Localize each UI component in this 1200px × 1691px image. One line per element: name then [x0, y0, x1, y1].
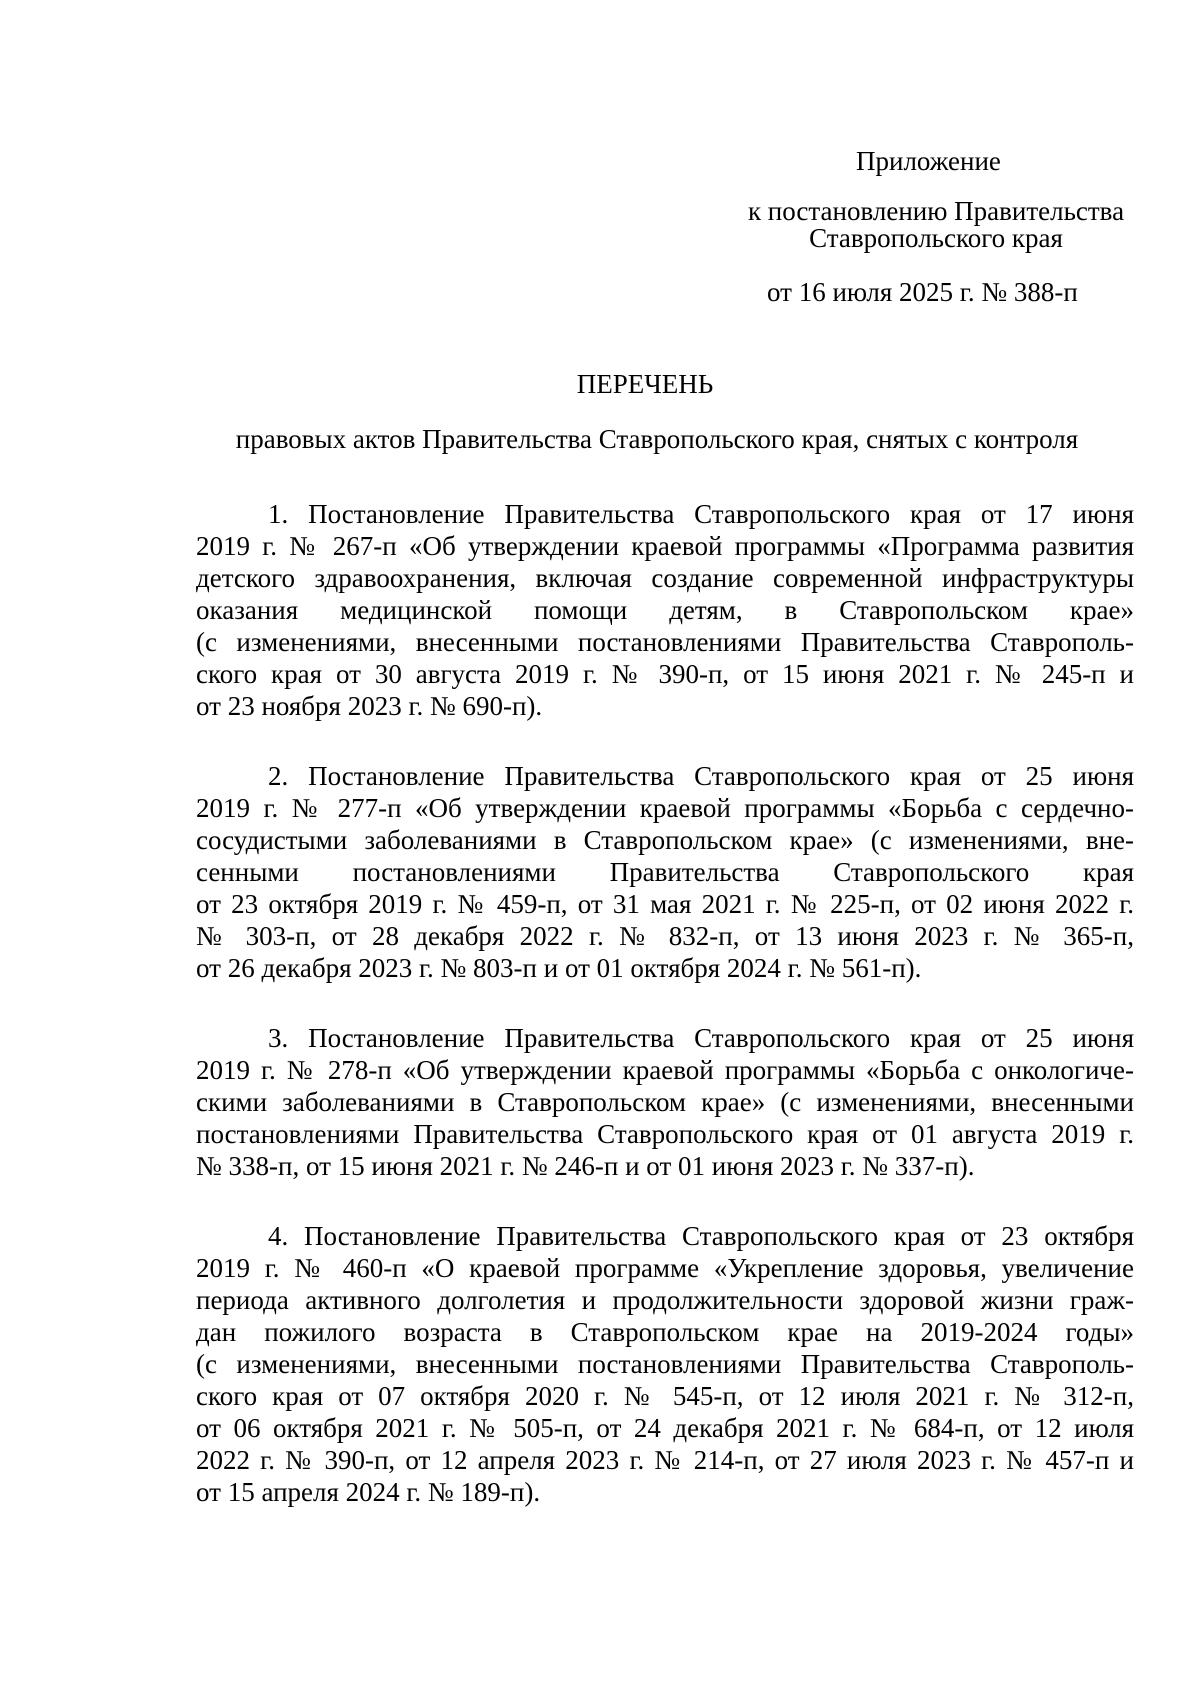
- item-line: сосудистыми заболеваниями в Ставропольском крае» (с изменениями, вне-: [196, 825, 1134, 855]
- item-line: ского края от 07 октября 2020 г. № 545-п, от 12 июля 2021 г. № 312-п,: [196, 1381, 1134, 1411]
- item-line: (с изменениями, внесенными постановлениями Правительства Ставрополь-: [196, 1349, 1134, 1379]
- appendix-date: от 16 июля 2025 г. № 388-п: [767, 277, 1078, 307]
- item-line: 2019 г. № 460-п «О краевой программе «Укрепление здоровья, увеличение: [196, 1253, 1134, 1283]
- item-line: № 303-п, от 28 декабря 2022 г. № 832-п, от 13 июня 2023 г. № 365-п,: [196, 921, 1134, 951]
- item-line: постановлениями Правительства Ставропольского края от 01 августа 2019 г.: [196, 1119, 1134, 1149]
- item-line: 2. Постановление Правительства Ставропольского края от 25 июня: [268, 761, 1134, 791]
- item-line: скими заболеваниями в Ставропольском крае» (с изменениями, внесенными: [196, 1087, 1134, 1117]
- appendix-reference: [736, 198, 1136, 252]
- list-item: [196, 1022, 1134, 1182]
- item-line: 1. Постановление Правительства Ставропольского края от 17 июня: [268, 499, 1134, 529]
- item-line: 2019 г. № 278-п «Об утверждении краевой программы «Борьба с онкологиче-: [196, 1055, 1134, 1085]
- item-line: № 338-п, от 15 июня 2021 г. № 246-п и от 01 июня 2023 г. № 337-п).: [196, 1151, 975, 1181]
- document-title: ПЕРЕЧЕНЬ: [576, 369, 714, 399]
- item-line: 4. Постановление Правительства Ставропольского края от 23 октября: [268, 1221, 1134, 1251]
- appendix-label: Приложение: [856, 146, 1001, 176]
- item-line: дан пожилого возраста в Ставропольском крае на 2019-2024 годы»: [196, 1317, 1134, 1347]
- item-line: оказания медицинской помощи детям, в Ставропольском крае»: [196, 595, 1134, 625]
- item-line: от 23 ноября 2023 г. № 690-п).: [196, 691, 543, 721]
- item-line: 2019 г. № 277-п «Об утверждении краевой программы «Борьба с сердечно-: [196, 793, 1134, 823]
- item-line: от 15 апреля 2024 г. № 189-п).: [196, 1477, 541, 1507]
- item-line: периода активного долголетия и продолжительности здоровой жизни граж-: [196, 1285, 1134, 1315]
- appendix-ref-line: Ставропольского края: [809, 223, 1063, 253]
- item-line: детского здравоохранения, включая создание современной инфраструктуры: [196, 563, 1134, 593]
- item-line: от 23 октября 2019 г. № 459-п, от 31 мая 2021 г. № 225-п, от 02 июня 2022 г.: [196, 889, 1134, 919]
- item-line: от 26 декабря 2023 г. № 803-п и от 01 октября 2024 г. № 561-п).: [196, 953, 922, 983]
- list-item: [196, 1220, 1134, 1508]
- item-line: ского края от 30 августа 2019 г. № 390-п, от 15 июня 2021 г. № 245-п и: [196, 659, 1134, 689]
- item-line: 3. Постановление Правительства Ставропольского края от 25 июня: [268, 1023, 1134, 1053]
- item-line: сенными постановлениями Правительства Ставропольского края: [196, 857, 1134, 887]
- item-line: 2019 г. № 267-п «Об утверждении краевой программы «Программа развития: [196, 531, 1134, 561]
- list-item: [196, 760, 1134, 984]
- appendix-ref-line: к постановлению Правительства: [747, 196, 1125, 226]
- item-line: 2022 г. № 390-п, от 12 апреля 2023 г. № 214-п, от 27 июля 2023 г. № 457-п и: [196, 1445, 1134, 1475]
- list-item: [196, 498, 1134, 722]
- document-subtitle: правовых актов Правительства Ставропольского края, снятых с контроля: [235, 424, 1079, 454]
- acts-list: [196, 498, 1134, 1546]
- item-line: от 06 октября 2021 г. № 505-п, от 24 декабря 2021 г. № 684-п, от 12 июля: [196, 1413, 1134, 1443]
- item-line: (с изменениями, внесенными постановлениями Правительства Ставрополь-: [196, 627, 1134, 657]
